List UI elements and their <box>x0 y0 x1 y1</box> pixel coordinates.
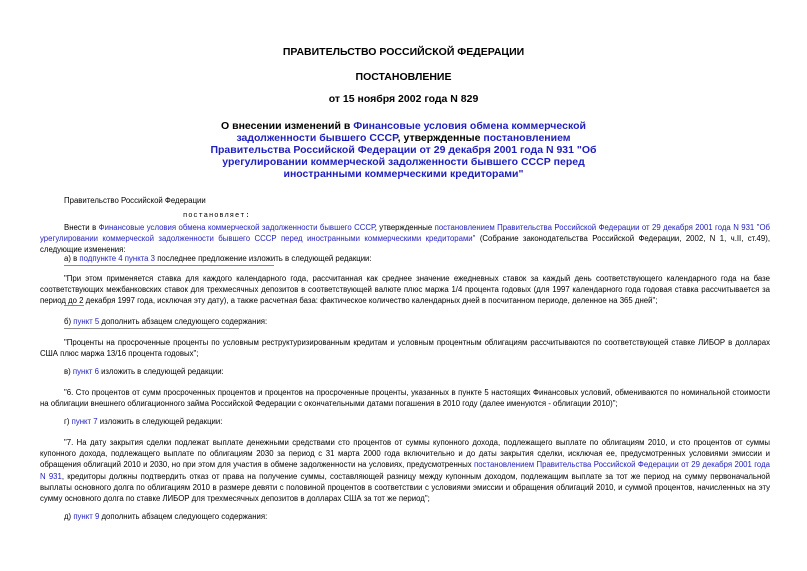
intro-link-resolution-931[interactable]: постановлением Правительства Российской Федерации от 29 декабря 2001 года N 931 "Об урегулировании коммерческой задолженности бывшего СССР перед иностранными коммерческими кредиторами" <box>40 223 770 244</box>
item-b-text: дополнить абзацем следующего содержания: <box>99 317 268 326</box>
item-d-text: д) <box>64 512 74 521</box>
quote-a <box>40 273 770 307</box>
item-a-link[interactable]: подпункте 4 пункта 3 <box>79 254 156 263</box>
item-g-text: изложить в следующей редакции: <box>97 417 223 426</box>
document-title <box>200 120 607 180</box>
item-b-text: б) <box>64 317 74 326</box>
intro-text: , утвержденные <box>374 223 435 232</box>
document-type: ПОСТАНОВЛЕНИЕ <box>355 71 452 83</box>
quote-b-text: "Проценты на просроченные проценты по условным реструктуризированным кредитам и условным процентным облигациям рассчитываются по соответствующей ставке ЛИБОР в долларах США плюс маржа 13/16 процента годовых"; <box>40 338 770 359</box>
quote-a-text: "При этом применяется ставка для каждого календарного года, рассчитанная как среднее значение ежедневных ставок за каждый день соответствующего календарного года на базе соответствующих межбанковских ставок для трехмесячных депозитов в соответствующей валюте плюс маржа 1/4 процента годовых (для 1997 календарного года годовая ставка рассчитывается за период до 2 декабря 1997 года, исключая эту дату), а также расчетная база: фактическое количество календарных дней в посчитанном периоде, деленное на 365 дней"; <box>40 274 770 306</box>
intro-text: Внести в <box>64 223 99 232</box>
title-text: О внесении изменений в <box>221 120 354 132</box>
item-b-link[interactable]: пункт 5 <box>73 317 100 326</box>
intro-text: (Собрание законодательства Российской Федерации, 2002, N 1, ч.II, ст.49), следующие изменения: <box>40 234 770 255</box>
separator <box>64 328 239 329</box>
intro-paragraph <box>40 222 770 256</box>
item-v-text: изложить в следующей редакции: <box>98 367 224 376</box>
intro-link-financial-conditions[interactable]: Финансовые условия обмена коммерческой задолженности бывшего СССР <box>98 223 375 232</box>
decrees-text: постановляет: <box>183 212 251 220</box>
quote-b <box>40 337 770 359</box>
quote-v-text: "6. Сто процентов от сумм просроченных процентов и процентов на просроченные проценты, указанных в пункте 5 настоящих Финансовых условий, обмениваются по номинальной стоимости на облигации внешнего облигационного займа Российской Федерации с окончательными датами погашения в 2010 году (далее именуются - облигации 2010)"; <box>40 388 770 409</box>
item-g-link[interactable]: пункт 7 <box>71 417 98 426</box>
item-g-text: г) <box>64 417 72 426</box>
title-link-resolution-931[interactable]: постановлением Правительства Российской Федерации от 29 декабря 2001 года N 931 "Об урегулировании коммерческой задолженности бывшего СССР перед иностранными коммерческими кредиторами" <box>210 132 597 180</box>
item-b <box>64 316 770 327</box>
government-name: ПРАВИТЕЛЬСТВО РОССИЙСКОЙ ФЕДЕРАЦИИ <box>282 46 525 58</box>
separator <box>64 305 84 306</box>
title-link-financial-conditions[interactable]: Финансовые условия обмена коммерческой задолженности бывшего СССР <box>236 120 586 144</box>
item-v-text: в) <box>64 367 73 376</box>
item-v-link[interactable]: пункт 6 <box>72 367 99 376</box>
quote-g <box>40 437 770 504</box>
item-a-text: а) в <box>64 254 80 263</box>
quote-v <box>40 387 770 409</box>
item-d-link[interactable]: пункт 9 <box>73 512 100 521</box>
title-text: , утвержденные <box>397 132 484 144</box>
quote-g-link-resolution-931[interactable]: постановлением Правительства Российской Федерации от 29 декабря 2001 года N 931 <box>40 460 770 481</box>
item-a-text: последнее предложение изложить в следующей редакции: <box>155 254 372 263</box>
item-d <box>64 511 770 522</box>
separator <box>64 265 274 266</box>
quote-g-text: "7. На дату закрытия сделки подлежат выплате денежными средствами сто процентов от суммы купонного дохода, подлежащего выплате по облигациям 2010, и сто процентов от суммы купонного дохода, подлежащего выплате по облигациям 2030 за период с 31 марта 2000 года включительно и до даты закрытия сделки, исключая ее, предусмотренных условиями эмиссии и обращения облигаций 2010 и 2030, но при этом для участия в обмене задолженности на условиях, предусмотренных <box>40 438 770 470</box>
item-a <box>64 253 770 264</box>
authority-text: Правительство Российской Федерации <box>64 196 206 205</box>
quote-g-text: , кредиторы должны подтвердить отказ от права на получение суммы, составляющей разницу между купонным доходом, подлежащим выплате за тот же период на сумму первоначальной выплаты основного долга по облигациям 2010 в размере девяти с половиной процентов в соответствии с условиями эмиссии и обращения облигаций 2010, и суммой процентов, начисленных на эту сумму основного долга по ставке ЛИБОР для трехмесячных депозитов в долларах США за тот же период"; <box>40 471 770 504</box>
item-d-text: дополнить абзацем следующего содержания: <box>99 512 268 521</box>
item-g <box>64 416 770 427</box>
item-v <box>64 366 770 377</box>
document-date-number: от 15 ноября 2002 года N 829 <box>328 93 479 105</box>
